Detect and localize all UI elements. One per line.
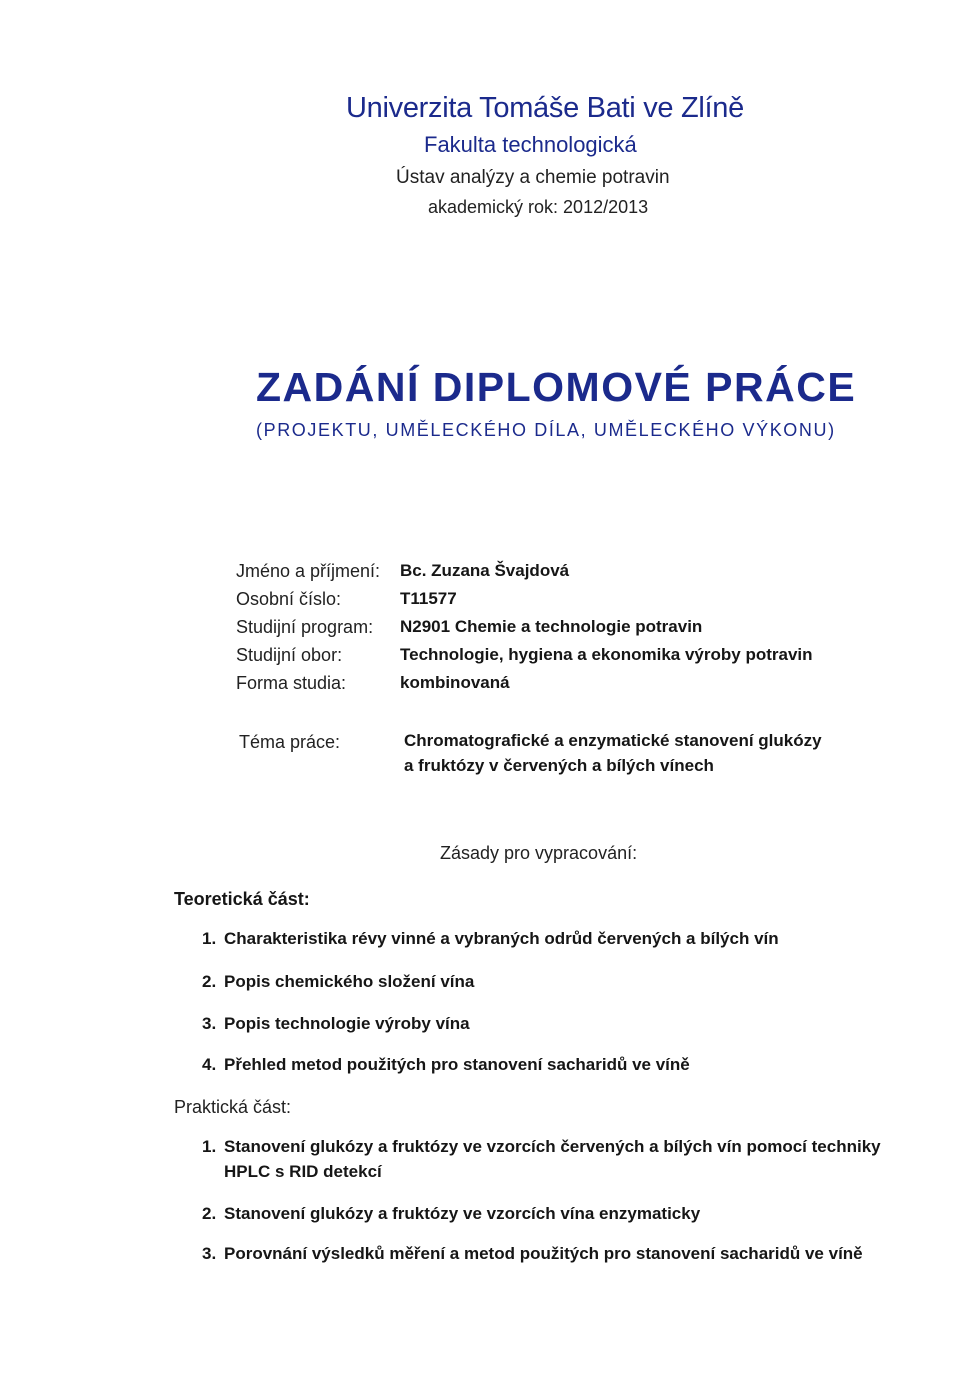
practice-item (202, 1204, 700, 1224)
item-number: 3. (202, 1244, 217, 1263)
info-label-study-form: Forma studia: (236, 673, 347, 693)
info-label-study-field: Studijní obor: (236, 645, 343, 665)
info-label-name: Jméno a příjmení: (236, 561, 381, 581)
info-label-study-program: Studijní program: (236, 617, 374, 637)
info-label-personal-number: Osobní číslo: (236, 589, 342, 609)
info-value-personal-number: T11577 (400, 589, 457, 608)
item-number: 3. (202, 1014, 217, 1033)
practice-item (202, 1244, 863, 1264)
document-title: ZADÁNÍ DIPLOMOVÉ PRÁCE (256, 364, 857, 410)
item-number: 1. (202, 929, 217, 948)
item-text: Přehled metod použitých pro stanovení sacharidů ve víně (224, 1055, 690, 1074)
practice-item-continuation: HPLC s RID detekcí (224, 1162, 382, 1181)
theory-item (202, 1055, 690, 1075)
theory-item (202, 929, 779, 949)
practice-heading: Praktická část: (174, 1097, 292, 1117)
department-name: Ústav analýzy a chemie potravin (396, 167, 670, 188)
info-value-name: Bc. Zuzana Švajdová (400, 561, 570, 580)
theme-line-2: a fruktózy v červených a bílých vínech (404, 756, 714, 775)
theory-heading: Teoretická část: (174, 889, 310, 909)
theory-item (202, 972, 474, 992)
info-value-study-form: kombinovaná (400, 673, 510, 692)
item-number: 2. (202, 1204, 217, 1223)
item-number: 2. (202, 972, 217, 991)
item-number: 1. (202, 1137, 217, 1156)
practice-item (202, 1137, 881, 1157)
theme-label: Téma práce: (239, 732, 341, 752)
info-value-study-program: N2901 Chemie a technologie potravin (400, 617, 703, 636)
item-text: Stanovení glukózy a fruktózy ve vzorcích červených a bílých vín pomocí techniky (224, 1137, 881, 1156)
faculty-name: Fakulta technologická (424, 132, 637, 157)
academic-year: akademický rok: 2012/2013 (428, 197, 649, 217)
item-text: Porovnání výsledků měření a metod použitých pro stanovení sacharidů ve víně (224, 1244, 863, 1263)
item-number: 4. (202, 1055, 217, 1074)
principles-heading: Zásady pro vypracování: (440, 843, 638, 863)
info-value-study-field: Technologie, hygiena a ekonomika výroby potravin (400, 645, 813, 664)
document-subtitle: (PROJEKTU, UMĚLECKÉHO DÍLA, UMĚLECKÉHO VÝKONU) (256, 420, 836, 440)
theme-line-1: Chromatografické a enzymatické stanovení glukózy (404, 731, 822, 750)
university-name: Univerzita Tomáše Bati ve Zlíně (346, 92, 744, 124)
item-text: Popis chemického složení vína (224, 972, 475, 991)
theory-item (202, 1014, 470, 1034)
item-text: Stanovení glukózy a fruktózy ve vzorcích vína enzymaticky (224, 1204, 701, 1223)
item-text: Popis technologie výroby vína (224, 1014, 470, 1033)
item-text: Charakteristika révy vinné a vybraných odrůd červených a bílých vín (224, 929, 779, 948)
